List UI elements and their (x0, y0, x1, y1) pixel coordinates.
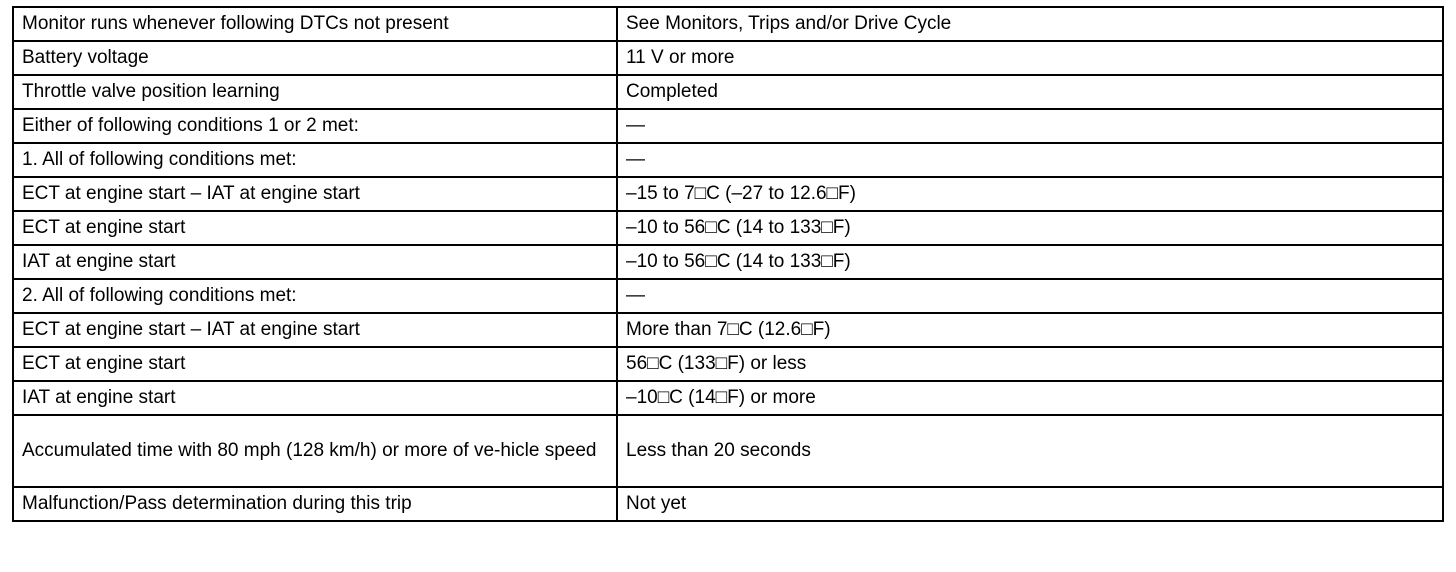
table-row (13, 245, 1443, 279)
value-cell: — (617, 143, 1443, 177)
condition-cell: Battery voltage (13, 41, 617, 75)
table-row (13, 415, 1443, 487)
value-cell: –10 to 56□C (14 to 133□F) (617, 245, 1443, 279)
condition-cell: 2. All of following conditions met: (13, 279, 617, 313)
value-cell: — (617, 279, 1443, 313)
table-row (13, 109, 1443, 143)
table-row (13, 7, 1443, 41)
table-row (13, 279, 1443, 313)
condition-cell: Either of following conditions 1 or 2 met: (13, 109, 617, 143)
value-cell: –10□C (14□F) or more (617, 381, 1443, 415)
condition-cell: ECT at engine start – IAT at engine start (13, 177, 617, 211)
value-cell: More than 7□C (12.6□F) (617, 313, 1443, 347)
condition-cell: IAT at engine start (13, 381, 617, 415)
condition-cell: ECT at engine start (13, 211, 617, 245)
condition-cell: Throttle valve position learning (13, 75, 617, 109)
table-row (13, 347, 1443, 381)
value-cell: 11 V or more (617, 41, 1443, 75)
value-cell: Less than 20 seconds (617, 415, 1443, 487)
condition-cell: Monitor runs whenever following DTCs not present (13, 7, 617, 41)
condition-cell: Malfunction/Pass determination during this trip (13, 487, 617, 521)
value-cell: –10 to 56□C (14 to 133□F) (617, 211, 1443, 245)
table-row (13, 41, 1443, 75)
monitor-conditions-table (12, 6, 1444, 522)
table-row (13, 381, 1443, 415)
condition-cell: 1. All of following conditions met: (13, 143, 617, 177)
condition-cell: ECT at engine start (13, 347, 617, 381)
condition-cell: IAT at engine start (13, 245, 617, 279)
table-row (13, 211, 1443, 245)
value-cell: — (617, 109, 1443, 143)
table-row (13, 75, 1443, 109)
condition-cell: Accumulated time with 80 mph (128 km/h) or more of ve-hicle speed (13, 415, 617, 487)
value-cell: 56□C (133□F) or less (617, 347, 1443, 381)
table-row (13, 143, 1443, 177)
condition-cell: ECT at engine start – IAT at engine start (13, 313, 617, 347)
document-page (12, 6, 1442, 522)
value-cell: Completed (617, 75, 1443, 109)
table-row (13, 487, 1443, 521)
table-row (13, 313, 1443, 347)
value-cell: Not yet (617, 487, 1443, 521)
value-cell: See Monitors, Trips and/or Drive Cycle (617, 7, 1443, 41)
table-row (13, 177, 1443, 211)
value-cell: –15 to 7□C (–27 to 12.6□F) (617, 177, 1443, 211)
